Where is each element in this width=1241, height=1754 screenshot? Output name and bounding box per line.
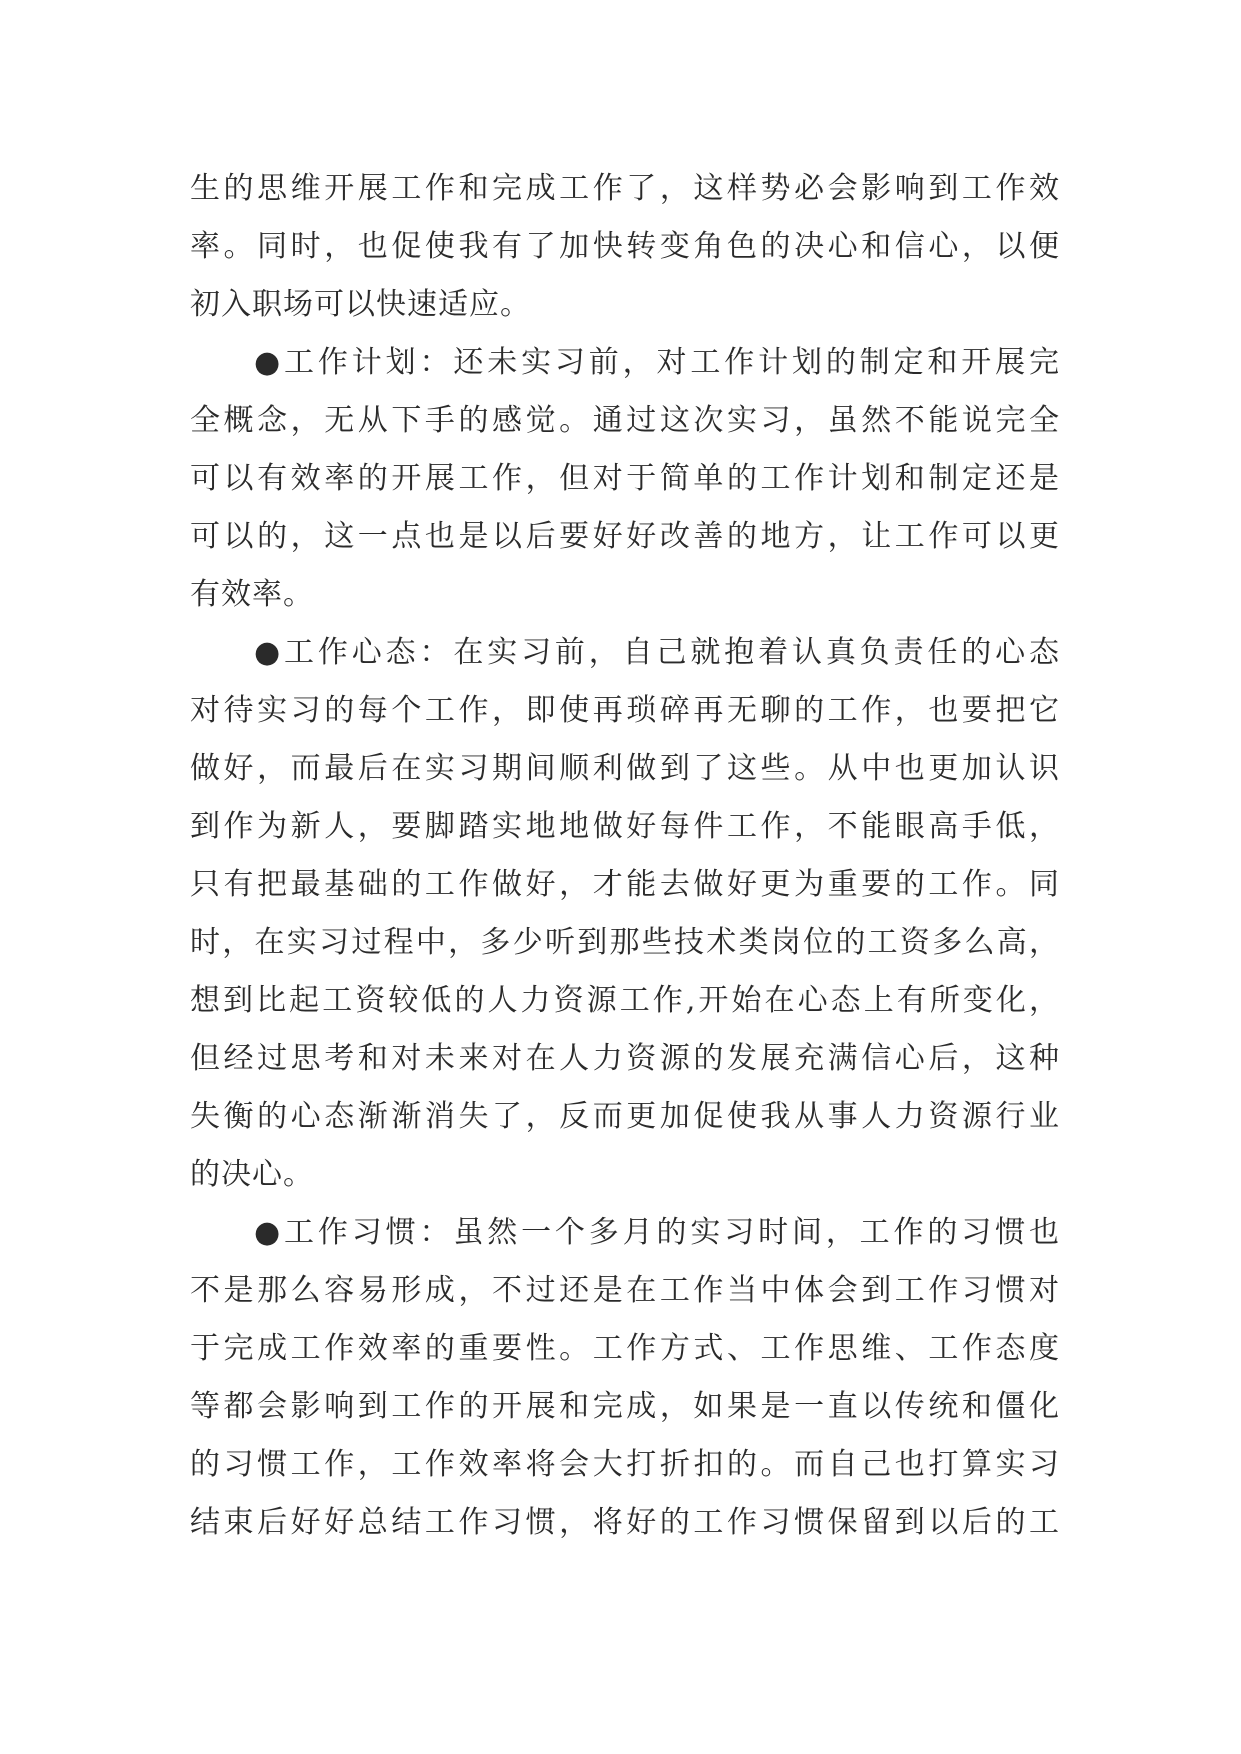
text-line: 对待实习的每个工作，即使再琐碎再无聊的工作，也要把它 [190,693,1060,728]
text-line: 结束后好好总结工作习惯，将好的工作习惯保留到以后的工 [190,1505,1060,1540]
text-line: ●工作计划：还未实习前，对工作计划的制定和开展完 [254,345,1060,380]
text-line: 率。同时，也促使我有了加快转变角色的决心和信心，以便 [190,229,1060,264]
text-line: 想到比起工资较低的人力资源工作,开始在心态上有所变化， [190,983,1060,1018]
text-line: 的决心。 [190,1157,314,1192]
text-line: 全概念，无从下手的感觉。通过这次实习，虽然不能说完全 [190,403,1060,438]
text-line: ●工作心态：在实习前，自己就抱着认真负责任的心态 [254,635,1060,670]
text-line: 不是那么容易形成，不过还是在工作当中体会到工作习惯对 [190,1273,1060,1308]
text-line: ●工作习惯：虽然一个多月的实习时间，工作的习惯也 [254,1215,1060,1250]
text-line: 失衡的心态渐渐消失了，反而更加促使我从事人力资源行业 [190,1099,1060,1134]
text-line: 时，在实习过程中，多少听到那些技术类岗位的工资多么高， [190,925,1060,960]
paragraph-continuation [190,160,1060,334]
text-line: 但经过思考和对未来对在人力资源的发展充满信心后，这种 [190,1041,1060,1076]
text-line: 生的思维开展工作和完成工作了，这样势必会影响到工作效 [190,171,1060,206]
text-line: 于完成工作效率的重要性。工作方式、工作思维、工作态度 [190,1331,1060,1366]
text-line: 到作为新人，要脚踏实地地做好每件工作，不能眼高手低， [190,809,1060,844]
text-line: 初入职场可以快速适应。 [190,287,531,322]
text-line: 可以有效率的开展工作，但对于简单的工作计划和制定还是 [190,461,1060,496]
document-body [190,160,1060,1552]
text-line: 有效率。 [190,577,314,612]
paragraph-work-plan [190,334,1060,624]
text-line: 等都会影响到工作的开展和完成，如果是一直以传统和僵化 [190,1389,1060,1424]
paragraph-work-habits [190,1204,1060,1552]
text-line: 做好，而最后在实习期间顺利做到了这些。从中也更加认识 [190,751,1060,786]
text-line: 的习惯工作，工作效率将会大打折扣的。而自己也打算实习 [190,1447,1060,1482]
paragraph-work-mindset [190,624,1060,1204]
text-line: 可以的，这一点也是以后要好好改善的地方，让工作可以更 [190,519,1060,554]
text-line: 只有把最基础的工作做好，才能去做好更为重要的工作。同 [190,867,1060,902]
